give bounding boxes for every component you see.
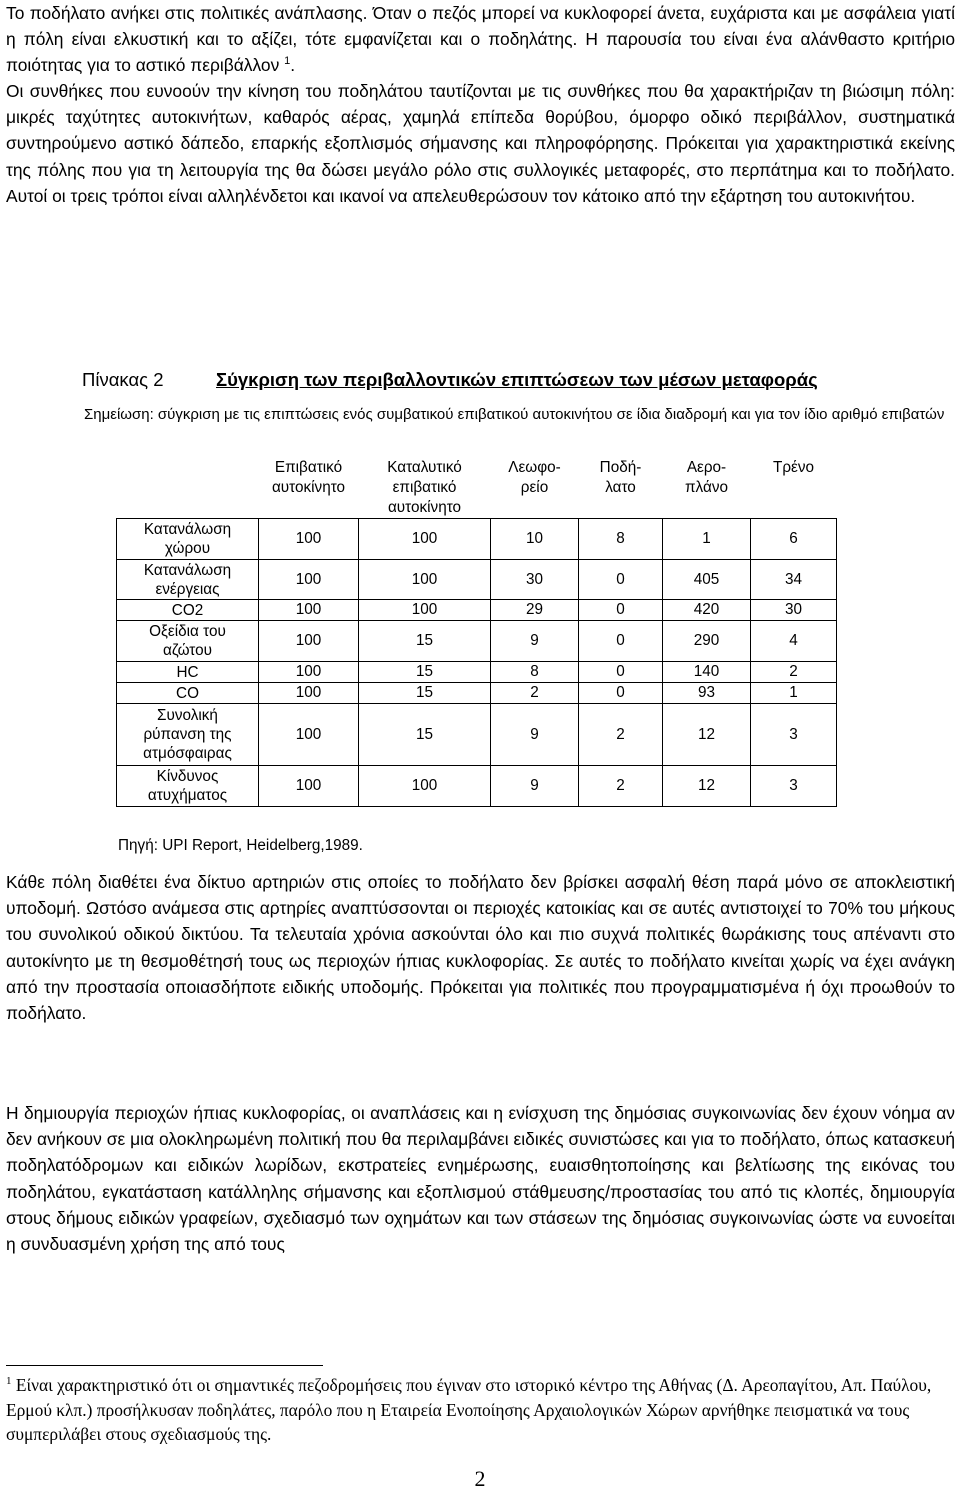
table-cell: 4 [751, 621, 837, 662]
paragraph-conditions: Οι συνθήκες που ευνοούν την κίνηση του ποδηλάτου ταυτίζονται με τις συνθήκες που θα χαρακτήριζαν τη βιώσιμη πόλη: μικρές ταχύτητες αυτοκινήτων, καθαρός αέρας, χαμηλά επίπεδα θορύβου, όμορφο οδικό περιβάλλον, συστηματικά συντηρούμενο αστικό δάπεδο, επαρκής εξοπλισμός σήμανσης και πληροφόρησης. Πρόκειται για χαρακτηριστικά εκείνης της πόλης που για τη λειτουργία της θα δώσει μεγάλο ρόλο στις συλλογικές μεταφορές, στο περπάτημα και το ποδήλατο. Αυτοί οι τρεις τρόποι είναι αλληλένδετοι και ικανοί να απελευθερώσουν τον κάτοικο από την εξάρτηση του αυτοκινήτου. [6, 81, 955, 206]
row-label-line: CO2 [171, 601, 204, 619]
row-label-line: Οξείδια του [149, 623, 226, 640]
table-cell: 15 [359, 662, 491, 683]
table-cell: 9 [491, 621, 579, 662]
table-cell: 290 [663, 621, 751, 662]
column-header-line: Τρένο [772, 459, 815, 476]
row-label-line: ατυχήματος [147, 787, 228, 804]
column-header-line: επιβατικό [392, 479, 457, 496]
column-header [359, 456, 491, 519]
table-cell: 6 [751, 519, 837, 560]
table-number: Πίνακας 2 [82, 369, 164, 390]
row-label [117, 766, 259, 807]
table-cell: 2 [491, 683, 579, 704]
table-cell: 3 [751, 704, 837, 766]
table-cell: 100 [259, 662, 359, 683]
table-cell: 8 [491, 662, 579, 683]
table-cell: 15 [359, 704, 491, 766]
table-cell: 2 [751, 662, 837, 683]
table-cell: 0 [579, 600, 663, 621]
table-cell: 0 [579, 683, 663, 704]
table-cell: 15 [359, 683, 491, 704]
table-cell: 1 [751, 683, 837, 704]
table-cell: 34 [751, 560, 837, 600]
paragraph-calm-traffic: Η δημιουργία περιοχών ήπιας κυκλοφορίας, οι αναπλάσεις και η ενίσχυση της δημόσιας συγκοινωνίας δεν έχουν νόημα αν δεν ανήκουν σε μια ολοκληρωμένη πολιτική που θα περιλαμβάνει ειδικές συνιστώσες και για το ποδήλατο, όπως κατασκευή ποδηλατόδρομων και ειδικών λωρίδων, εκστρατείες ενημέρωσης, ευαισθητοποίησης και βελτίωσης της εικόνας του ποδηλάτου, εγκατάσταση κατάλληλης σήμανσης και εξοπλισμού στάθμευσης/προστασίας του από τις κλοπές, δημιουργία στους δήμους ειδικών γραφείων, σχεδιασμό των οχημάτων και των στάσεων της δημόσιας συγκοινωνίας ώστε να ευνοείται η συνδυασμένη χρήση της από τους [6, 1103, 955, 1255]
paragraph-text: Το ποδήλατο ανήκει στις πολιτικές ανάπλασης. Όταν ο πεζός μπορεί να κυκλοφορεί άνετα, ευχάριστα και με ασφάλεια γιατί η πόλη είναι ελκυστική και το αξίζει, τότε εμφανίζεται και ο ποδηλάτης. Η παρουσία του είναι ένα αλάνθαστο κριτήριο ποιότητας για το αστικό περιβάλλον [6, 3, 955, 76]
column-header [663, 456, 751, 519]
footnote-separator [6, 1365, 323, 1366]
column-header-line: αυτοκίνητο [271, 479, 346, 496]
table-cell: 140 [663, 662, 751, 683]
row-label-line: αζώτου [163, 642, 212, 659]
column-header [579, 456, 663, 519]
footnote [6, 1373, 955, 1447]
row-label-line: χώρου [164, 540, 211, 557]
table-cell: 100 [359, 766, 491, 807]
table-cell: 10 [491, 519, 579, 560]
row-label [117, 600, 259, 621]
column-header-line: Επιβατικό [274, 459, 343, 476]
table-cell: 29 [491, 600, 579, 621]
table-header-row [117, 456, 837, 519]
column-header-line: Ποδή- [599, 459, 642, 476]
table-cell: 0 [579, 560, 663, 600]
table-source: Πηγή: UPI Report, Heidelberg,1989. [118, 837, 363, 854]
row-label [117, 560, 259, 600]
row-label-line: Κατανάλωση [143, 521, 232, 538]
table-cell: 100 [259, 704, 359, 766]
column-header [259, 456, 359, 519]
paragraph-arterial-network: Κάθε πόλη διαθέτει ένα δίκτυο αρτηριών στις οποίες το ποδήλατο δεν βρίσκει ασφαλή θέση παρά μόνο σε αποκλειστική υποδομή. Ωστόσο ανάμεσα στις αρτηρίες αναπτύσσονται οι περιοχές κατοικίας και σε αυτές αντιστοιχεί το 70% του μήκους του συνολικού οδικού δικτύου. Τα τελευταία χρόνια ασκούνται όλο και πιο συχνά πολιτικές θωράκισης τους απέναντι στο αυτοκίνητο με τη θεσμοθέτησή τους ως περιοχών ήπιας κυκλοφορίας. Σε αυτές το ποδήλατο κινείται χωρίς να έχει ανάγκη από την προστασία οποιασδήποτε ειδικής υποδομής. Πρόκειται για πολιτικές που προγραμματισμένα ή όχι προωθούν το ποδήλατο. [6, 872, 955, 1024]
row-label [117, 704, 259, 766]
header-corner [117, 456, 259, 519]
row-label [117, 519, 259, 560]
table-cell: 100 [359, 560, 491, 600]
table-cell: 30 [491, 560, 579, 600]
table-row [117, 683, 837, 704]
row-label-line: HC [176, 663, 199, 681]
row-label-line: ατμόσφαιρας [143, 745, 232, 762]
page-number: 2 [474, 1466, 486, 1491]
footnote-reference[interactable]: 1 [284, 55, 291, 68]
table-row [117, 560, 837, 600]
table-cell: 0 [579, 621, 663, 662]
footnote-text: Είναι χαρακτηριστικό ότι οι σημαντικές πεζοδρομήσεις που έγιναν στο ιστορικό κέντρο της Αθήνας (Δ. Αρεοπαγίτου, Απ. Παύλου, Ερμού κλπ.) προσήλκυσαν ποδηλάτες, παρόλο που η Εταιρεία Ενοποίησης Αρχαιολογικών Χώρων αρνήθηκε πεισματικά να τους συμπεριλάβει στους σχεδιασμούς της. [6, 1375, 932, 1444]
column-header-line: Αερο- [686, 459, 727, 476]
column-header-line: λατο [605, 479, 636, 496]
row-label [117, 683, 259, 704]
row-label-line: Κίνδυνος [156, 768, 219, 785]
table-cell: 100 [259, 600, 359, 621]
table-cell: 420 [663, 600, 751, 621]
table-note: Σημείωση: σύγκριση με τις επιπτώσεις ενός συμβατικού επιβατικού αυτοκινήτου σε ίδια διαδρομή και για τον ίδιο αριθμό επιβατών [84, 406, 945, 423]
table-cell: 0 [579, 662, 663, 683]
table-cell: 8 [579, 519, 663, 560]
column-header-line: αυτοκίνητο [387, 499, 462, 516]
table-cell: 100 [359, 519, 491, 560]
table-cell: 12 [663, 704, 751, 766]
row-label-line: ρύπανση της [143, 726, 232, 743]
footnote-marker: 1 [6, 1375, 12, 1388]
table-cell: 93 [663, 683, 751, 704]
table-row [117, 519, 837, 560]
table-row [117, 766, 837, 807]
table-cell: 3 [751, 766, 837, 807]
row-label-line: Συνολική [157, 707, 218, 724]
table-row [117, 662, 837, 683]
table-cell: 100 [259, 766, 359, 807]
paragraph-bicycle-policy: Το ποδήλατο ανήκει στις πολιτικές ανάπλασης. Όταν ο πεζός μπορεί να κυκλοφορεί άνετα, ευχάριστα και με ασφάλεια γιατί η πόλη είναι ελκυστική και το αξίζει, τότε εμφανίζεται και ο ποδηλάτης. Η παρουσία του είναι ένα αλάνθαστο κριτήριο ποιότητας για το αστικό περιβάλλον $^1$. [6, 3, 955, 76]
table-cell: 12 [663, 766, 751, 807]
row-label-line: Κατανάλωση [143, 561, 232, 579]
row-label-line: CO [176, 684, 199, 702]
table-row [117, 704, 837, 766]
table-cell: 100 [259, 519, 359, 560]
row-label [117, 662, 259, 683]
column-header-line: πλάνο [685, 479, 728, 496]
table-cell: 100 [259, 560, 359, 600]
table-cell: 2 [579, 766, 663, 807]
column-header-line: ρείο [520, 479, 549, 496]
table-cell: 100 [259, 683, 359, 704]
table-title: Σύγκριση των περιβαλλοντικών επιπτώσεων των μέσων μεταφοράς [216, 369, 818, 390]
column-header-line: Λεωφο- [508, 459, 561, 476]
column-header-line: Καταλυτικό [387, 459, 462, 476]
table-cell: 9 [491, 704, 579, 766]
table-cell: 100 [359, 600, 491, 621]
table-row [117, 621, 837, 662]
table-cell: 15 [359, 621, 491, 662]
column-header [751, 456, 837, 519]
table-row [117, 600, 837, 621]
table-cell: 1 [663, 519, 751, 560]
table-cell: 405 [663, 560, 751, 600]
row-label-line: ενέργειας [155, 580, 220, 598]
table-cell: 30 [751, 600, 837, 621]
row-label [117, 621, 259, 662]
table-cell: 100 [259, 621, 359, 662]
table-cell: 9 [491, 766, 579, 807]
table-cell: 2 [579, 704, 663, 766]
comparison-table [116, 456, 837, 807]
column-header [491, 456, 579, 519]
